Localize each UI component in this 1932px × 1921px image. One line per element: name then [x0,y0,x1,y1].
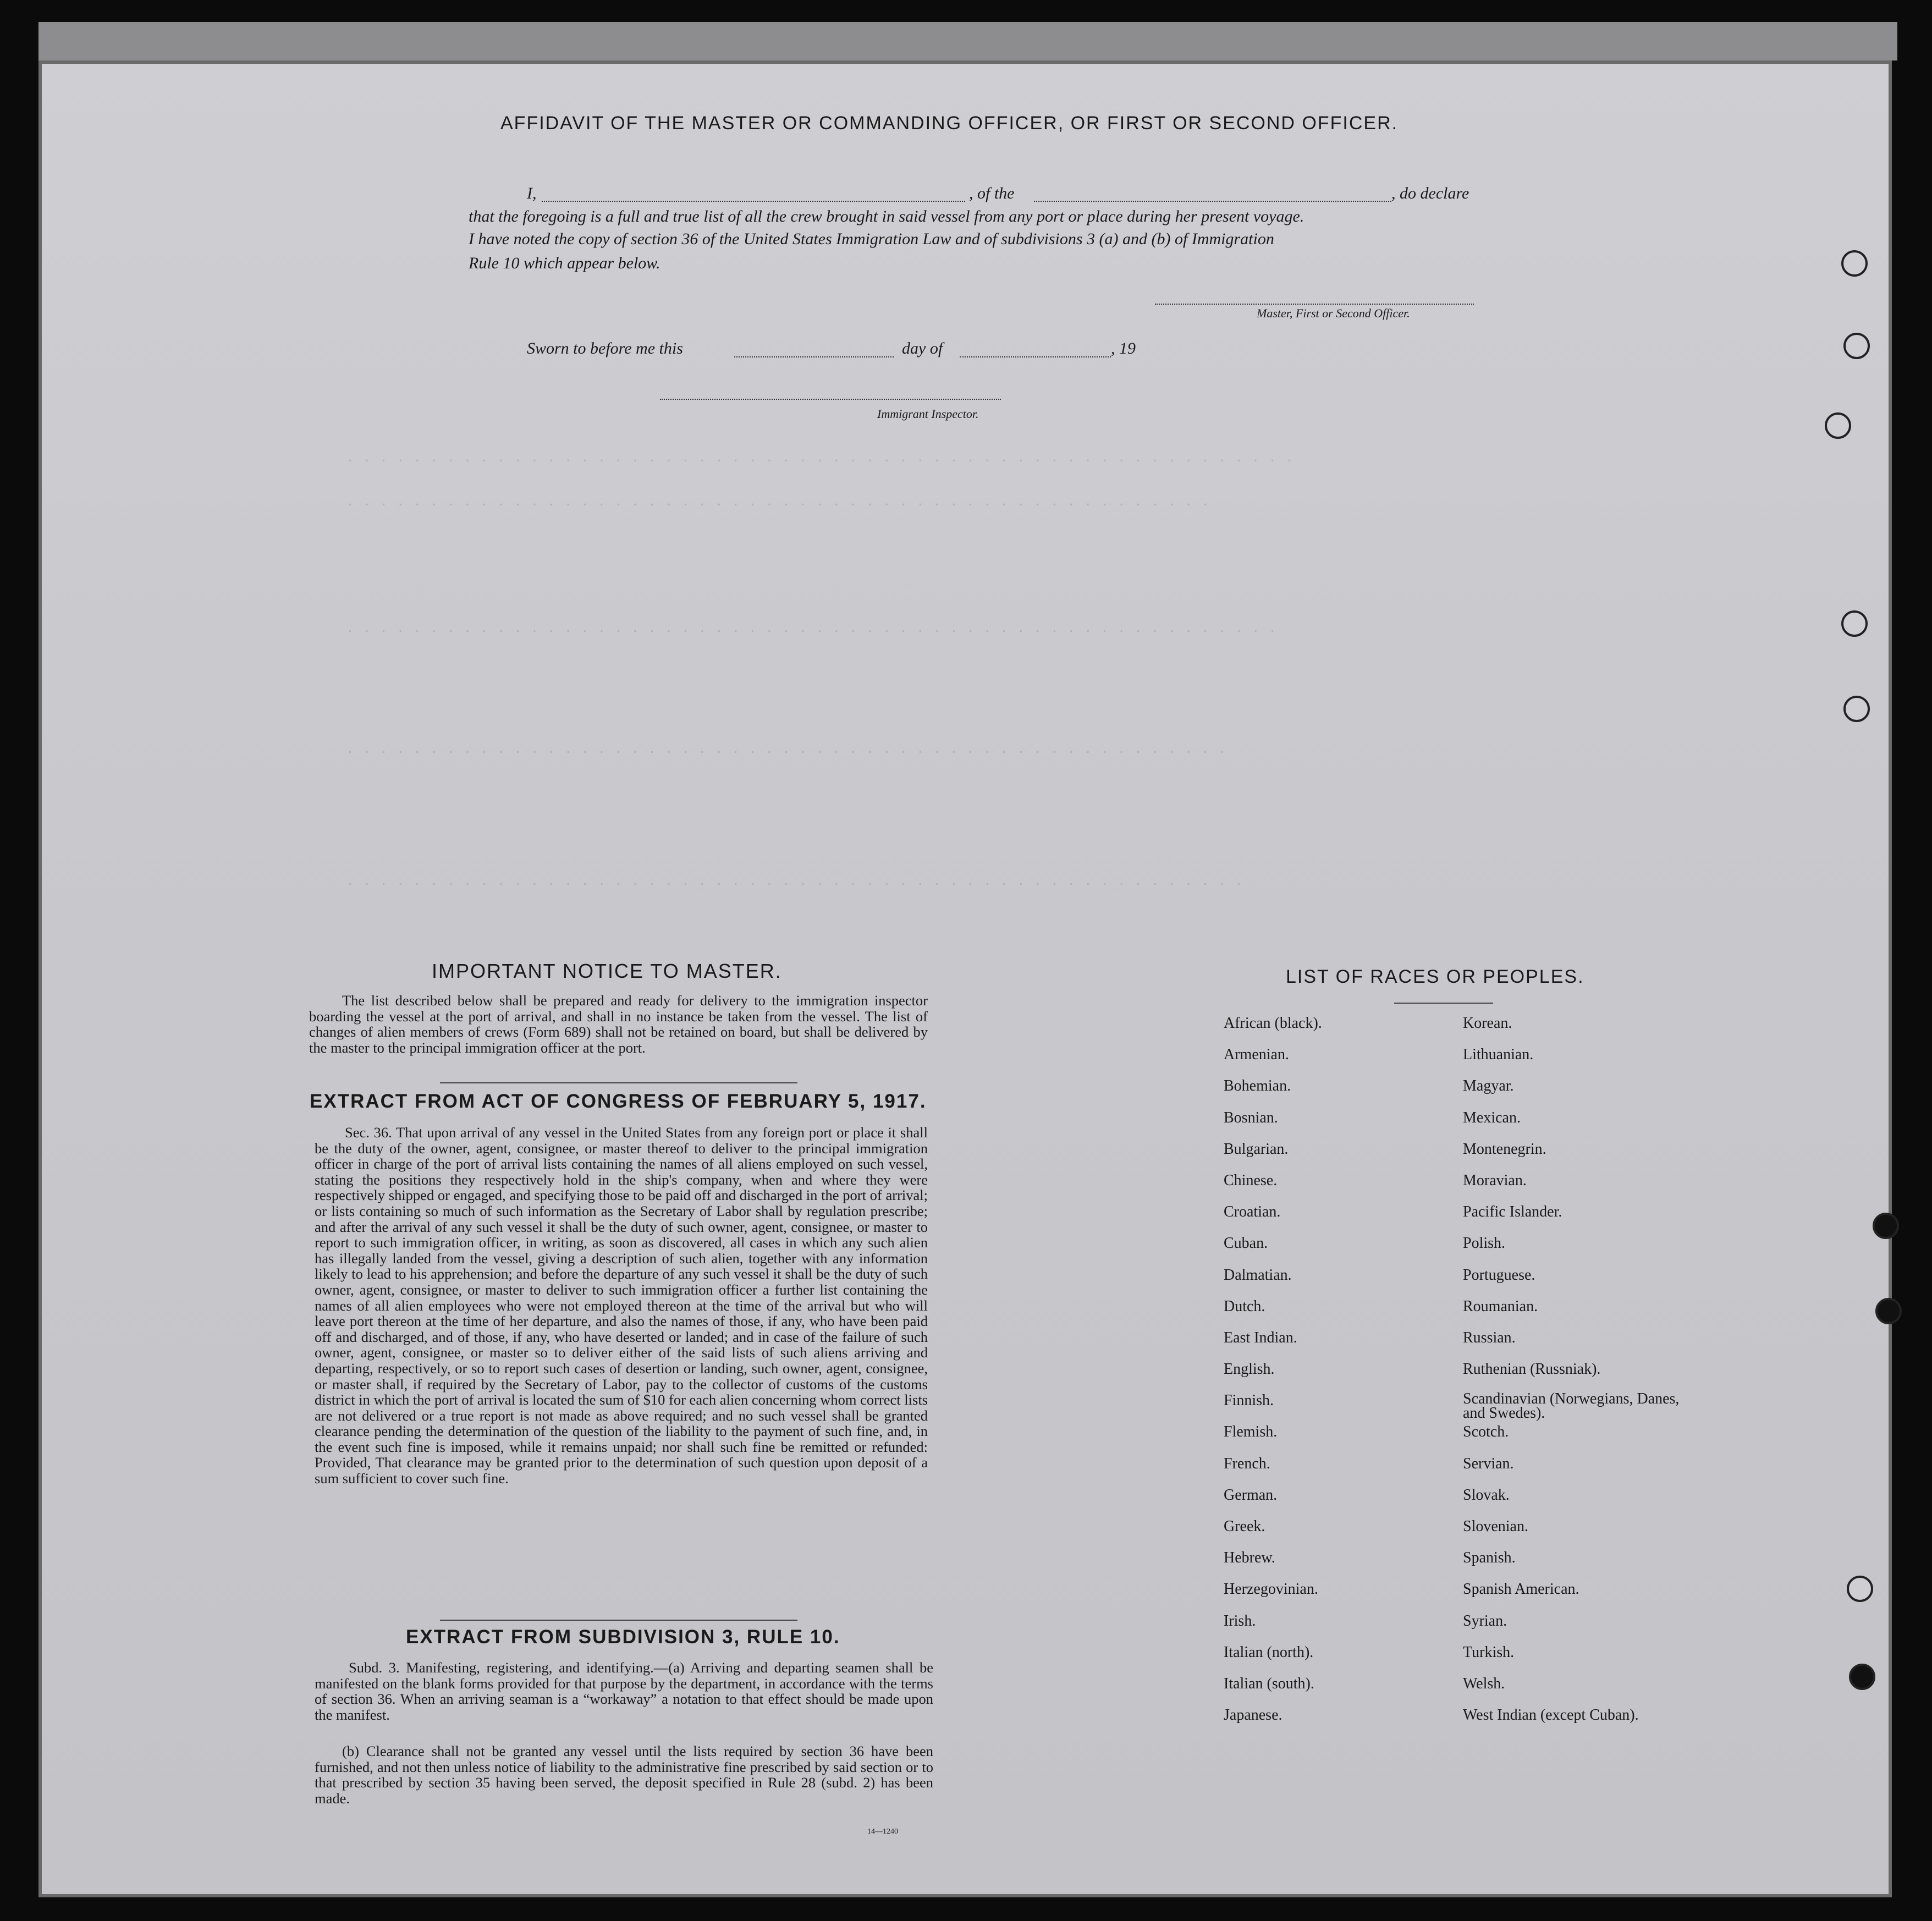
race-item: Welsh. [1463,1675,1505,1692]
punch-hole [1847,1576,1873,1602]
race-item: Slovak. [1463,1486,1510,1504]
sworn-month-field[interactable] [960,356,1111,357]
bleed-through-text: . . . . . . . . . . . . . . . . . . . . . . . . . . . . . . . . . . . . . . . . . . . . . . . . . . . . . . [346,874,1244,888]
inspector-label: Immigrant Inspector. [877,407,979,421]
punch-hole [1843,333,1870,359]
race-item: Spanish American. [1463,1581,1579,1598]
top-edge-strip [38,22,1897,60]
race-item: Cuban. [1224,1235,1268,1252]
race-item: Pacific Islander. [1463,1203,1562,1221]
race-item: German. [1224,1486,1278,1504]
race-item: Herzegovinian. [1224,1581,1318,1598]
punch-hole [1841,610,1868,637]
signature-line[interactable] [1155,304,1474,305]
affidavit-title: AFFIDAVIT OF THE MASTER OR COMMANDING OFFICER, OR FIRST OR SECOND OFFICER. [500,113,1399,134]
race-item: Korean. [1463,1015,1512,1032]
races-left-column [1224,1015,1322,1738]
race-item: Armenian. [1224,1046,1289,1064]
race-item: Lithuanian. [1463,1046,1534,1064]
race-item: Roumanian. [1463,1297,1538,1315]
race-item: East Indian. [1224,1329,1297,1346]
name-field[interactable] [542,201,965,202]
punch-hole [1843,696,1870,722]
signature-label: Master, First or Second Officer. [1257,306,1410,320]
day-of-label: day of [902,339,943,357]
punch-hole [1849,1664,1875,1690]
inspector-signature-line[interactable] [660,399,1001,400]
bleed-through-text: . . . . . . . . . . . . . . . . . . . . . . . . . . . . . . . . . . . . . . . . . . . . . . . . . . . . . [346,742,1227,756]
race-item: Greek. [1224,1518,1265,1535]
bleed-through-text: . . . . . . . . . . . . . . . . . . . . . . . . . . . . . . . . . . . . . . . . . . . . . . . . . . . . . . . . [346,621,1278,635]
punch-hole [1841,250,1868,277]
act-text: Sec. 36. That upon arrival of any vessel in the United States from any foreign port or place it shall be the duty of the owner, agent, consignee, or master thereof to deliver to the principal immigration officer in charge of the port of arrival lists containing the names of all aliens employed on such vessel, stating the positions they respectively hold in the ship's company, when and where they were respectively shipped or engaged, and specifying those to be paid off and discharged in the port of arrival; or lists containing so much of such information as the Secretary of Labor shall by regulation prescribe; and after the arrival of any such vessel it shall be the duty of such owner, agent, consignee, or master to report to such immigration officer, in writing, as soon as discovered, all cases in which any such alien has illegally landed from the vessel, giving a description of such alien, together with any information likely to lead to his apprehension; and before the departure of any such vessel it shall be the duty of such owner, agent, consignee, or master to deliver to such immigration officer a further list containing the names of all alien employees who were not employed thereon at the time of the arrival but who will leave port thereon at the time of her departure, and also the names of those, if any, who have been paid off and discharged, and of those, if any, who have deserted or landed; and in case of the failure of such owner, agent, consignee, or master so to deliver either of the said lists of such aliens arriving and departing, respectively, or so to report such cases of desertion or landing, such owner, agent, consignee, or master shall, if required by the Secretary of Labor, pay to the collector of customs of the customs district in which the port of arrival is located the sum of $10 for each alien concerning whom correct lists are not delivered or a true report is not made as above required; and no such vessel shall be granted clearance pending the determination of the question of the liability to the payment of such fine, and, in the event such fine is imposed, while it remains unpaid; nor shall such fine be remitted or refunded: Provided, That clearance may be granted prior to the determination of such question upon deposit of a sum sufficient to cover such fine. [315,1124,928,1487]
race-item: Mexican. [1463,1109,1521,1126]
race-item: Dutch. [1224,1297,1265,1315]
race-item: Scotch. [1463,1423,1509,1441]
race-item: West Indian (except Cuban). [1463,1707,1639,1724]
do-declare-label: , do declare [1391,184,1469,202]
race-item: Italian (north). [1224,1643,1314,1661]
race-item: Croatian. [1224,1203,1281,1221]
race-item: Finnish. [1224,1392,1274,1410]
affidavit-line-3: I have noted the copy of section 36 of the United States Immigration Law and of subdivisions 3 (a) and (b) of Immigration [469,230,1274,248]
races-right-column [1463,1015,1694,1738]
of-the-label: , of the [969,184,1015,202]
form-number: 14—1240 [867,1828,898,1836]
vessel-field[interactable] [1034,201,1391,202]
affidavit-line-4: Rule 10 which appear below. [469,254,660,272]
race-item: Irish. [1224,1612,1256,1630]
year-label: , 19 [1111,339,1136,357]
notice-text: The list described below shall be prepared and ready for delivery to the immigration inspector boarding the vessel at the port of arrival, and shall in no instance be taken from the vessel. The list of changes of alien members of crews (Form 689) shall not be retained on board, but shall be delivered by the master to the principal immigration officer at the port. [309,992,928,1056]
race-item: Servian. [1463,1455,1514,1472]
race-item: Magyar. [1463,1077,1514,1095]
race-item: Italian (south). [1224,1675,1314,1692]
affidavit-line-2: that the foregoing is a full and true list of all the crew brought in said vessel from any port or place during her present voyage. [469,207,1304,225]
notice-title: IMPORTANT NOTICE TO MASTER. [432,960,782,982]
race-item: Moravian. [1463,1171,1527,1189]
rule-title: EXTRACT FROM SUBDIVISION 3, RULE 10. [406,1626,840,1648]
race-item: Bosnian. [1224,1109,1278,1126]
race-item: French. [1224,1455,1270,1472]
race-item: Polish. [1463,1235,1506,1252]
race-item: Flemish. [1224,1423,1278,1441]
race-item: Japanese. [1224,1707,1283,1724]
race-item: African (black). [1224,1015,1322,1032]
race-item: Syrian. [1463,1612,1507,1630]
affidavit-I-label: I, [527,184,537,202]
punch-hole [1873,1213,1899,1239]
race-item: English. [1224,1361,1275,1378]
act-title: EXTRACT FROM ACT OF CONGRESS OF FEBRUARY 5, 1917. [310,1091,927,1112]
punch-hole [1825,412,1851,439]
bleed-through-text: . . . . . . . . . . . . . . . . . . . . . . . . . . . . . . . . . . . . . . . . . . . . . . . . . . . . . . . . . [346,451,1294,465]
race-item: Portuguese. [1463,1266,1535,1284]
race-item: Ruthenian (Russniak). [1463,1361,1601,1378]
races-rule [1394,1003,1493,1004]
race-item: Chinese. [1224,1171,1278,1189]
rule-text-a: Subd. 3. Manifesting, registering, and identifying.—(a) Arriving and departing seamen shall be manifested on the blank forms provided for that purpose by the department, in accordance with the terms of section 36. When an arriving seaman is a “workaway” a notation to that effect should be made upon the manifest. [315,1659,933,1723]
race-item: Slovenian. [1463,1518,1528,1535]
race-item: Spanish. [1463,1549,1516,1567]
races-title: LIST OF RACES OR PEOPLES. [1286,966,1584,987]
race-item: Russian. [1463,1329,1516,1346]
sworn-label: Sworn to before me this [527,339,683,357]
bleed-through-text: . . . . . . . . . . . . . . . . . . . . . . . . . . . . . . . . . . . . . . . . . . . . . . . . . . . . [346,495,1210,509]
race-item: Hebrew. [1224,1549,1275,1567]
race-item: Turkish. [1463,1643,1515,1661]
act-rule [440,1620,797,1621]
race-item: Bohemian. [1224,1077,1291,1095]
notice-rule [440,1082,797,1083]
punch-hole [1875,1298,1902,1324]
rule-text-b: (b) Clearance shall not be granted any vessel until the lists required by section 36 have been furnished, and not then unless notice of liability to the administrative fine prescribed by said section or to that prescribed by section 35 having been served, the deposit specified in Rule 28 (subd. 2) has been made. [315,1743,933,1807]
race-item: Dalmatian. [1224,1266,1292,1284]
race-item: Montenegrin. [1463,1140,1546,1158]
sworn-day-field[interactable] [734,356,894,357]
race-item: Bulgarian. [1224,1140,1289,1158]
race-item: Scandinavian (Norwegians, Danes, and Swedes). [1463,1390,1680,1422]
